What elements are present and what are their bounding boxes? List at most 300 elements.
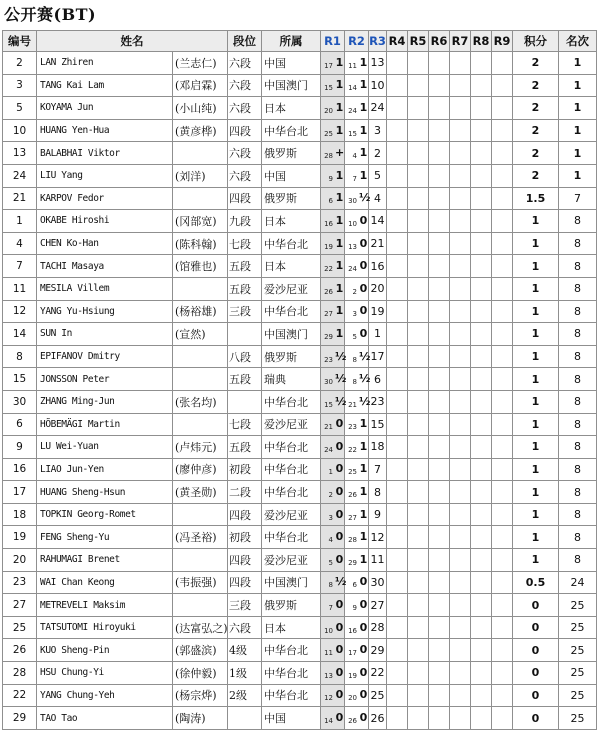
player-grade: 八段: [228, 345, 262, 368]
round-4-cell: [387, 639, 408, 662]
player-name: YANG Chung-Yeh: [37, 684, 173, 707]
round-4-cell: [387, 97, 408, 120]
round-5-cell: [408, 413, 429, 436]
round-2-score: 0: [359, 643, 368, 657]
round-8-cell: [471, 210, 492, 233]
player-rank: 8: [559, 413, 597, 436]
player-points: 2: [513, 97, 559, 120]
player-number: 22: [3, 684, 37, 707]
round-2-opponent: 3: [352, 310, 357, 319]
round-1-result: [321, 616, 345, 639]
player-name: ZHANG Ming-Jun: [37, 390, 173, 413]
round-9-cell: [492, 210, 513, 233]
round-2-opponent: 25: [348, 468, 357, 477]
player-number: 12: [3, 300, 37, 323]
round-9-cell: [492, 413, 513, 436]
player-points: 0.5: [513, 571, 559, 594]
player-number: 24: [3, 164, 37, 187]
player-chinese-name: (达富弘之): [173, 616, 228, 639]
player-name: OKABE Hiroshi: [37, 210, 173, 233]
round-9-cell: [492, 368, 513, 391]
round-8-cell: [471, 119, 492, 142]
round-6-cell: [429, 526, 450, 549]
round-1-score: 0: [335, 439, 344, 453]
player-number: 19: [3, 526, 37, 549]
player-name: LIU Yang: [37, 164, 173, 187]
player-name: FENG Sheng-Yu: [37, 526, 173, 549]
player-grade: 1级: [228, 662, 262, 685]
round-8-cell: [471, 232, 492, 255]
round-3-opponent: 2: [369, 142, 387, 165]
round-1-score: 1: [335, 213, 344, 227]
round-8-cell: [471, 481, 492, 504]
round-4-cell: [387, 368, 408, 391]
player-name: TACHI Masaya: [37, 255, 173, 278]
table-row: [3, 684, 597, 707]
header-r3: R3: [369, 31, 387, 52]
round-9-cell: [492, 119, 513, 142]
player-points: 1: [513, 413, 559, 436]
round-1-result: [321, 684, 345, 707]
table-row: [3, 549, 597, 572]
player-number: 5: [3, 97, 37, 120]
table-row: [3, 436, 597, 459]
player-points: 2: [513, 52, 559, 75]
round-5-cell: [408, 164, 429, 187]
round-4-cell: [387, 142, 408, 165]
round-7-cell: [450, 323, 471, 346]
player-grade: 五段: [228, 277, 262, 300]
round-4-cell: [387, 164, 408, 187]
player-rank: 8: [559, 549, 597, 572]
round-5-cell: [408, 616, 429, 639]
player-points: 1: [513, 436, 559, 459]
round-6-cell: [429, 436, 450, 459]
player-grade: 4级: [228, 639, 262, 662]
round-2-score: ½: [359, 349, 371, 363]
player-federation: 中华台北: [262, 639, 321, 662]
player-rank: 25: [559, 594, 597, 617]
round-4-cell: [387, 458, 408, 481]
player-name: KOYAMA Jun: [37, 97, 173, 120]
round-3-opponent: 3: [369, 119, 387, 142]
table-row: [3, 255, 597, 278]
round-7-cell: [450, 436, 471, 459]
player-grade: 2级: [228, 684, 262, 707]
round-2-result: [345, 323, 369, 346]
player-points: 0: [513, 616, 559, 639]
round-2-score: ½: [359, 394, 371, 408]
round-1-opponent: 14: [324, 717, 333, 726]
player-chinese-name: (黄彦桦): [173, 119, 228, 142]
player-number: 4: [3, 232, 37, 255]
round-1-result: [321, 594, 345, 617]
round-3-opponent: 12: [369, 526, 387, 549]
round-7-cell: [450, 210, 471, 233]
round-3-opponent: 25: [369, 684, 387, 707]
round-8-cell: [471, 707, 492, 730]
round-1-score: 0: [335, 462, 344, 476]
round-9-cell: [492, 549, 513, 572]
page-title: 公开赛(BT): [4, 5, 97, 24]
round-1-result: [321, 503, 345, 526]
round-6-cell: [429, 707, 450, 730]
round-5-cell: [408, 300, 429, 323]
player-grade: 四段: [228, 187, 262, 210]
round-7-cell: [450, 119, 471, 142]
player-chinese-name: [173, 187, 228, 210]
player-chinese-name: (卢炜元): [173, 436, 228, 459]
round-6-cell: [429, 503, 450, 526]
round-6-cell: [429, 232, 450, 255]
round-1-result: [321, 639, 345, 662]
player-federation: 中华台北: [262, 300, 321, 323]
player-grade: 六段: [228, 164, 262, 187]
round-7-cell: [450, 390, 471, 413]
round-4-cell: [387, 413, 408, 436]
round-7-cell: [450, 549, 471, 572]
round-9-cell: [492, 436, 513, 459]
player-number: 8: [3, 345, 37, 368]
round-1-opponent: 3: [328, 513, 333, 522]
player-points: 1: [513, 345, 559, 368]
round-2-opponent: 21: [348, 400, 357, 409]
round-8-cell: [471, 368, 492, 391]
player-chinese-name: (冯圣裕): [173, 526, 228, 549]
round-1-score: 0: [335, 552, 344, 566]
round-4-cell: [387, 481, 408, 504]
player-grade: 三段: [228, 594, 262, 617]
round-1-score: 1: [335, 259, 344, 273]
player-name: LAN Zhiren: [37, 52, 173, 75]
player-federation: 中华台北: [262, 436, 321, 459]
round-4-cell: [387, 345, 408, 368]
round-5-cell: [408, 458, 429, 481]
player-rank: 8: [559, 210, 597, 233]
round-2-result: [345, 232, 369, 255]
round-1-score: 0: [335, 598, 344, 612]
player-federation: 中国: [262, 164, 321, 187]
round-2-score: 0: [359, 326, 368, 340]
round-2-score: 1: [359, 417, 368, 431]
player-federation: 中国澳门: [262, 571, 321, 594]
round-1-score: 0: [335, 665, 344, 679]
round-5-cell: [408, 210, 429, 233]
round-3-opponent: 26: [369, 707, 387, 730]
round-6-cell: [429, 210, 450, 233]
player-name: LIAO Jun-Yen: [37, 458, 173, 481]
header-r7: R7: [450, 31, 471, 52]
round-1-result: [321, 300, 345, 323]
player-points: 1: [513, 368, 559, 391]
round-1-score: 1: [335, 168, 344, 182]
round-8-cell: [471, 164, 492, 187]
table-row: [3, 142, 597, 165]
header-r5: R5: [408, 31, 429, 52]
round-7-cell: [450, 616, 471, 639]
player-chinese-name: [173, 413, 228, 436]
round-1-opponent: 8: [328, 581, 333, 590]
player-number: 3: [3, 74, 37, 97]
round-8-cell: [471, 571, 492, 594]
round-9-cell: [492, 639, 513, 662]
round-2-result: [345, 119, 369, 142]
round-8-cell: [471, 549, 492, 572]
round-1-opponent: 11: [324, 649, 333, 658]
round-2-opponent: 20: [348, 694, 357, 703]
round-9-cell: [492, 503, 513, 526]
player-points: 1: [513, 390, 559, 413]
round-2-score: 1: [359, 100, 368, 114]
round-8-cell: [471, 187, 492, 210]
round-1-score: 1: [335, 55, 344, 69]
round-5-cell: [408, 639, 429, 662]
round-1-score: 0: [335, 485, 344, 499]
player-grade: 九段: [228, 210, 262, 233]
player-number: 28: [3, 662, 37, 685]
round-5-cell: [408, 187, 429, 210]
player-chinese-name: [173, 503, 228, 526]
player-number: 11: [3, 277, 37, 300]
player-rank: 8: [559, 277, 597, 300]
round-4-cell: [387, 390, 408, 413]
header-no: 编号: [3, 31, 37, 52]
player-points: 2: [513, 119, 559, 142]
round-1-result: [321, 368, 345, 391]
player-grade: 四段: [228, 571, 262, 594]
player-chinese-name: [173, 345, 228, 368]
player-rank: 25: [559, 684, 597, 707]
player-rank: 1: [559, 52, 597, 75]
header-r6: R6: [429, 31, 450, 52]
round-2-opponent: 16: [348, 626, 357, 635]
round-1-result: [321, 571, 345, 594]
round-3-opponent: 19: [369, 300, 387, 323]
round-8-cell: [471, 97, 492, 120]
round-3-opponent: 28: [369, 616, 387, 639]
round-2-result: [345, 684, 369, 707]
player-rank: 1: [559, 142, 597, 165]
round-8-cell: [471, 345, 492, 368]
round-1-opponent: 6: [328, 197, 333, 206]
player-points: 2: [513, 74, 559, 97]
player-rank: 8: [559, 368, 597, 391]
player-federation: 爱沙尼亚: [262, 549, 321, 572]
round-1-score: 0: [335, 507, 344, 521]
player-rank: 1: [559, 97, 597, 120]
round-2-score: 1: [359, 462, 368, 476]
round-9-cell: [492, 345, 513, 368]
table-row: [3, 368, 597, 391]
player-name: METREVELI Maksim: [37, 594, 173, 617]
round-1-opponent: 30: [324, 378, 333, 387]
round-6-cell: [429, 74, 450, 97]
round-4-cell: [387, 707, 408, 730]
standings-table: [2, 30, 597, 730]
round-1-result: [321, 255, 345, 278]
round-1-opponent: 28: [324, 152, 333, 161]
round-1-result: [321, 662, 345, 685]
player-grade: 初段: [228, 526, 262, 549]
player-chinese-name: (陈科翰): [173, 232, 228, 255]
player-grade: [228, 323, 262, 346]
table-row: [3, 300, 597, 323]
round-1-result: [321, 390, 345, 413]
player-chinese-name: (张名均): [173, 390, 228, 413]
round-9-cell: [492, 481, 513, 504]
round-2-opponent: 19: [348, 671, 357, 680]
round-4-cell: [387, 684, 408, 707]
round-1-score: 1: [335, 326, 344, 340]
round-9-cell: [492, 97, 513, 120]
round-2-opponent: 2: [352, 287, 357, 296]
round-1-score: ½: [335, 575, 347, 589]
table-row: [3, 345, 597, 368]
round-2-score: 1: [359, 485, 368, 499]
player-rank: 25: [559, 639, 597, 662]
player-federation: 中华台北: [262, 119, 321, 142]
round-8-cell: [471, 390, 492, 413]
player-rank: 8: [559, 526, 597, 549]
player-federation: 中华台北: [262, 481, 321, 504]
round-2-score: 1: [359, 507, 368, 521]
round-1-result: [321, 549, 345, 572]
round-7-cell: [450, 503, 471, 526]
round-8-cell: [471, 142, 492, 165]
round-2-result: [345, 74, 369, 97]
table-row: [3, 458, 597, 481]
round-2-result: [345, 707, 369, 730]
player-points: 1: [513, 210, 559, 233]
player-chinese-name: (郭盛滨): [173, 639, 228, 662]
round-7-cell: [450, 277, 471, 300]
round-1-opponent: 9: [328, 174, 333, 183]
round-2-opponent: 10: [348, 219, 357, 228]
player-name: BALABHAI Viktor: [37, 142, 173, 165]
round-3-opponent: 29: [369, 639, 387, 662]
round-6-cell: [429, 119, 450, 142]
player-chinese-name: (杨宗烨): [173, 684, 228, 707]
round-7-cell: [450, 255, 471, 278]
table-row: [3, 390, 597, 413]
player-number: 26: [3, 639, 37, 662]
round-7-cell: [450, 684, 471, 707]
player-chinese-name: [173, 277, 228, 300]
round-1-opponent: 16: [324, 219, 333, 228]
player-rank: 1: [559, 119, 597, 142]
player-grade: 初段: [228, 458, 262, 481]
round-2-score: 0: [359, 259, 368, 273]
player-federation: 爱沙尼亚: [262, 413, 321, 436]
round-5-cell: [408, 277, 429, 300]
round-1-result: [321, 277, 345, 300]
round-4-cell: [387, 187, 408, 210]
player-points: 1: [513, 526, 559, 549]
round-3-opponent: 27: [369, 594, 387, 617]
round-4-cell: [387, 300, 408, 323]
player-federation: 中华台北: [262, 684, 321, 707]
round-5-cell: [408, 707, 429, 730]
round-2-result: [345, 52, 369, 75]
player-name: RAHUMAGI Brenet: [37, 549, 173, 572]
player-name: KARPOV Fedor: [37, 187, 173, 210]
player-rank: 25: [559, 707, 597, 730]
player-name: KUO Sheng-Pin: [37, 639, 173, 662]
round-2-result: [345, 390, 369, 413]
player-number: 1: [3, 210, 37, 233]
player-rank: 25: [559, 616, 597, 639]
table-row: [3, 571, 597, 594]
table-row: [3, 232, 597, 255]
round-2-opponent: 30: [348, 197, 357, 206]
player-grade: 七段: [228, 232, 262, 255]
round-5-cell: [408, 368, 429, 391]
header-grade: 段位: [228, 31, 262, 52]
round-7-cell: [450, 300, 471, 323]
player-name: SUN In: [37, 323, 173, 346]
table-row: [3, 413, 597, 436]
player-rank: 8: [559, 323, 597, 346]
round-5-cell: [408, 142, 429, 165]
round-2-result: [345, 368, 369, 391]
player-grade: [228, 390, 262, 413]
player-grade: 三段: [228, 300, 262, 323]
player-name: CHEN Ko-Han: [37, 232, 173, 255]
round-2-opponent: 22: [348, 445, 357, 454]
player-grade: 四段: [228, 503, 262, 526]
player-chinese-name: (韦振强): [173, 571, 228, 594]
round-8-cell: [471, 503, 492, 526]
table-row: [3, 639, 597, 662]
player-points: 1: [513, 255, 559, 278]
player-name: TATSUTOMI Hiroyuki: [37, 616, 173, 639]
round-7-cell: [450, 481, 471, 504]
round-2-score: 1: [359, 168, 368, 182]
round-2-result: [345, 255, 369, 278]
round-9-cell: [492, 662, 513, 685]
round-2-score: 0: [359, 665, 368, 679]
round-6-cell: [429, 323, 450, 346]
player-name: HUANG Sheng-Hsun: [37, 481, 173, 504]
round-1-opponent: 23: [324, 355, 333, 364]
round-6-cell: [429, 368, 450, 391]
round-5-cell: [408, 345, 429, 368]
table-row: [3, 187, 597, 210]
round-7-cell: [450, 662, 471, 685]
player-grade: 五段: [228, 368, 262, 391]
round-1-opponent: 5: [328, 558, 333, 567]
round-1-opponent: 25: [324, 129, 333, 138]
player-number: 17: [3, 481, 37, 504]
round-1-opponent: 15: [324, 400, 333, 409]
player-chinese-name: (小山纯): [173, 97, 228, 120]
round-1-score: 0: [335, 417, 344, 431]
player-name: TAO Tao: [37, 707, 173, 730]
player-rank: 8: [559, 481, 597, 504]
round-1-result: [321, 210, 345, 233]
round-1-opponent: 21: [324, 423, 333, 432]
round-8-cell: [471, 300, 492, 323]
round-7-cell: [450, 526, 471, 549]
round-6-cell: [429, 662, 450, 685]
round-7-cell: [450, 594, 471, 617]
player-number: 29: [3, 707, 37, 730]
player-grade: 五段: [228, 255, 262, 278]
player-chinese-name: (馆雅也): [173, 255, 228, 278]
table-row: [3, 594, 597, 617]
round-5-cell: [408, 526, 429, 549]
player-chinese-name: (黄圣勋): [173, 481, 228, 504]
